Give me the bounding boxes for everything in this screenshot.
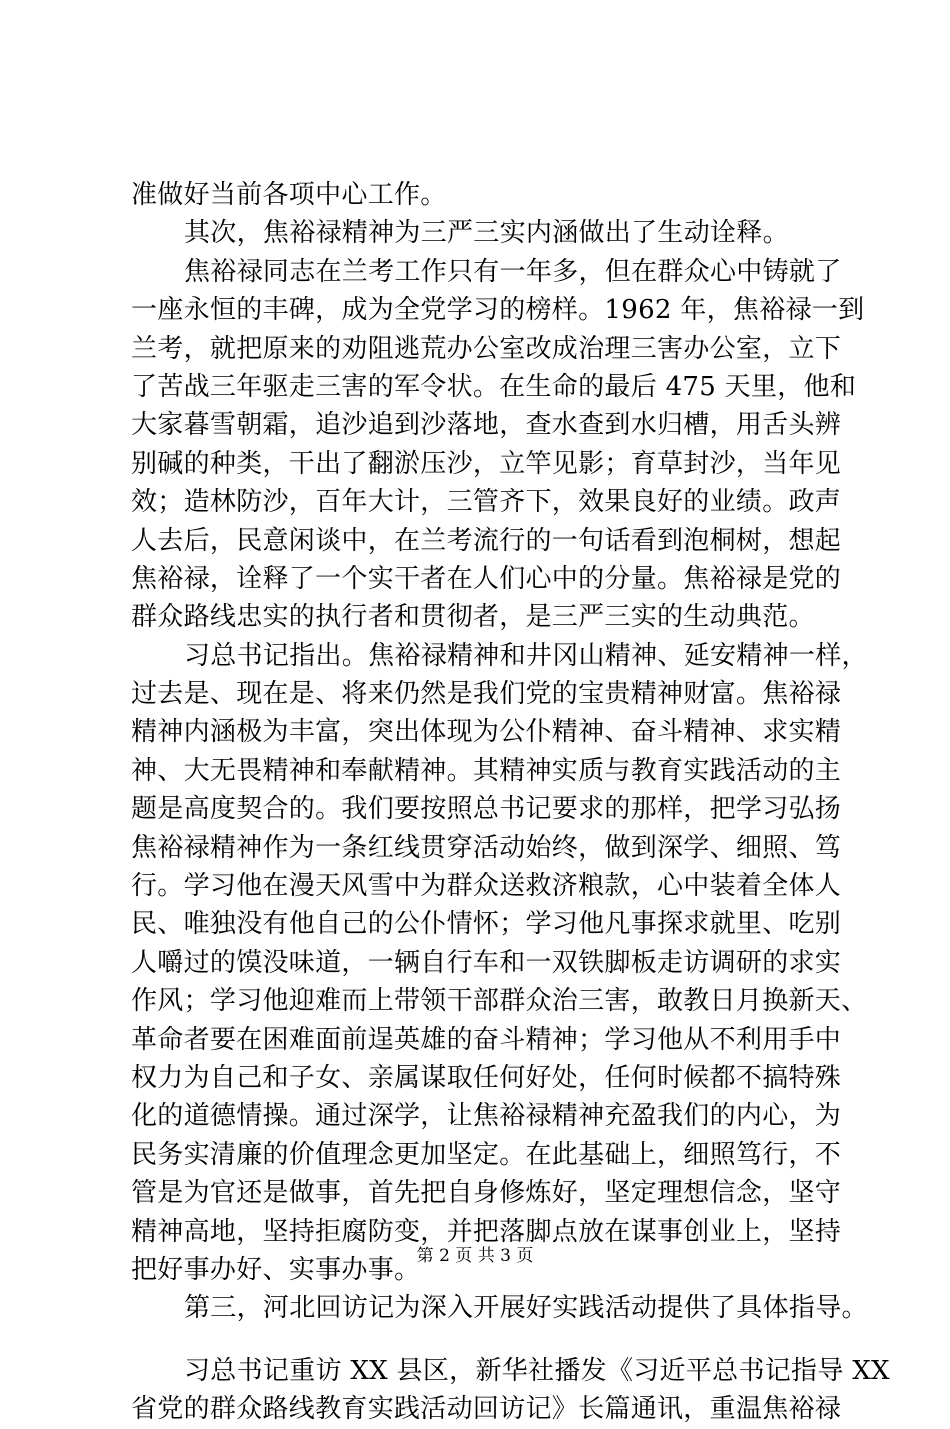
text-line: 一座永恒的丰碑，成为全党学习的榜样。1962 年，焦裕禄一到 [131,295,865,326]
paragraph-first-line: 习总书记指出。焦裕禄精神和井冈山精神、延安精神一样， [184,640,868,671]
text-line: 人去后，民意闲谈中，在兰考流行的一句话看到泡桐树，想起 [131,525,842,556]
text-line: 题是高度契合的。我们要按照总书记要求的那样，把学习弘扬 [131,794,842,825]
text-line: 大家暮雪朝霜，追沙追到沙落地，查水查到水归槽，用舌头辨 [131,410,842,441]
paragraph-first-line: 焦裕禄同志在兰考工作只有一年多，但在群众心中铸就了 [184,256,842,287]
paragraph-first-line: 习总书记重访 XX 县区，新华社播发《习近平总书记指导 XX [184,1355,890,1386]
text-line: 省党的群众路线教育实践活动回访记》长篇通讯，重温焦裕禄 [131,1394,842,1425]
text-line: 把好事办好、实事办事。 [131,1254,421,1285]
text-line: 人嚼过的馍没味道，一辆自行车和一双铁脚板走访调研的求实 [131,947,842,978]
text-line: 管是为官还是做事，首先把自身修炼好，坚定理想信念，坚守 [131,1178,842,1209]
paragraph-gap [131,1328,836,1352]
paragraph-first-line: 第三，河北回访记为深入开展好实践活动提供了具体指导。 [184,1293,868,1324]
text-line: 民务实清廉的价值理念更加坚定。在此基础上，细照笃行，不 [131,1139,842,1170]
text-line: 群众路线忠实的执行者和贯彻者，是三严三实的生动典范。 [131,602,815,633]
text-line: 兰考，就把原来的劝阻逃荒办公室改成治理三害办公室，立下 [131,333,842,364]
text-line: 权力为自己和子女、亲属谋取任何好处，任何时候都不搞特殊 [131,1062,842,1093]
text-line: 革命者要在困难面前逞英雄的奋斗精神；学习他从不利用手中 [131,1024,842,1055]
text-line: 精神内涵极为丰富，突出体现为公仆精神、奋斗精神、求实精 [131,717,842,748]
text-line: 神、大无畏精神和奉献精神。其精神实质与教育实践活动的主 [131,755,842,786]
text-line: 了苦战三年驱走三害的军令状。在生命的最后 475 天里，他和 [131,371,857,402]
page-number: 第 2 页 共 3 页 [416,1246,534,1266]
text-line: 效；造林防沙，百年大计，三管齐下，效果良好的业绩。政声 [131,487,842,518]
text-line: 焦裕禄，诠释了一个实干者在人们心中的分量。焦裕禄是党的 [131,563,842,594]
text-line: 民、唯独没有他自己的公仆情怀；学习他凡事探求就里、吃别 [131,909,842,940]
text-line: 行。学习他在漫天风雪中为群众送救济粮款，心中装着全体人 [131,871,842,902]
page-footer [0,1245,950,1267]
text-line: 化的道德情操。通过深学，让焦裕禄精神充盈我们的内心，为 [131,1101,842,1132]
text-line: 焦裕禄精神作为一条红线贯穿活动始终，做到深学、细照、笃 [131,832,842,863]
paragraph-first-line: 其次，焦裕禄精神为三严三实内涵做出了生动诠释。 [184,218,789,249]
text-line: 作风；学习他迎难而上带领干部群众治三害，敢教日月换新天、 [131,986,868,1017]
text-line: 精神高地，坚持拒腐防变，并把落脚点放在谋事创业上，坚持 [131,1216,842,1247]
text-line: 准做好当前各项中心工作。 [131,180,447,210]
text-line: 过去是、现在是、将来仍然是我们党的宝贵精神财富。焦裕禄 [131,679,842,710]
body-text [131,176,890,1429]
text-line: 别碱的种类，干出了翻淤压沙，立竿见影；育草封沙，当年见 [131,448,842,479]
